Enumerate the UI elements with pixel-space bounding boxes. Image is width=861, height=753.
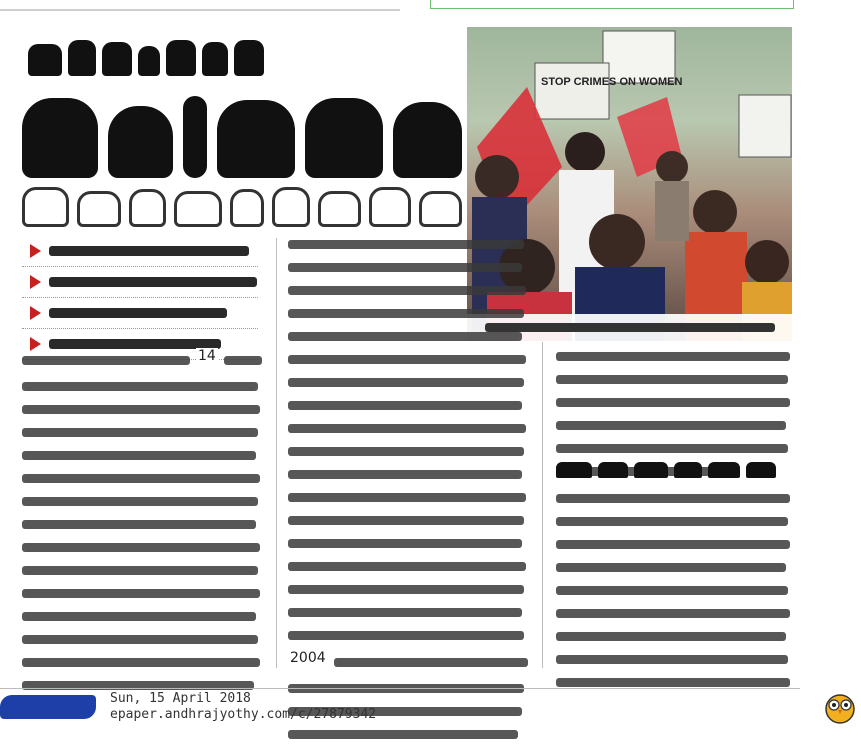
bullet-marker-icon (30, 306, 41, 320)
bullet-highlights (22, 236, 258, 360)
bullet-marker-icon (30, 244, 41, 258)
date-number: 14 (197, 348, 216, 364)
epaper-url[interactable]: epaper.andhrajyothy.com/c/27879342 (110, 707, 377, 722)
footer-divider (0, 688, 800, 689)
article-column-1 (22, 348, 262, 704)
column-divider (542, 342, 543, 668)
owl-mascot-icon (822, 690, 858, 724)
bullet-marker-icon (30, 337, 41, 351)
edition-date: Sun, 15 April 2018 (110, 691, 251, 706)
article-column-3-continued (556, 494, 792, 701)
bullet-item (22, 267, 258, 298)
top-border (0, 0, 400, 11)
article-column-2 (288, 240, 528, 753)
section-subheading (556, 458, 792, 482)
headline-sub (22, 187, 462, 227)
year-number: 2004 (290, 650, 326, 666)
bullet-marker-icon (30, 275, 41, 289)
andhrajyothy-logo (0, 690, 104, 724)
placard-text: STOP CRIMES ON WOMEN (541, 76, 683, 88)
bullet-item (22, 298, 258, 329)
headline-kicker (28, 36, 270, 76)
column-divider (276, 238, 277, 668)
adjacent-article-frame (430, 0, 794, 9)
bullet-item (22, 236, 258, 267)
headline-main (22, 92, 462, 178)
